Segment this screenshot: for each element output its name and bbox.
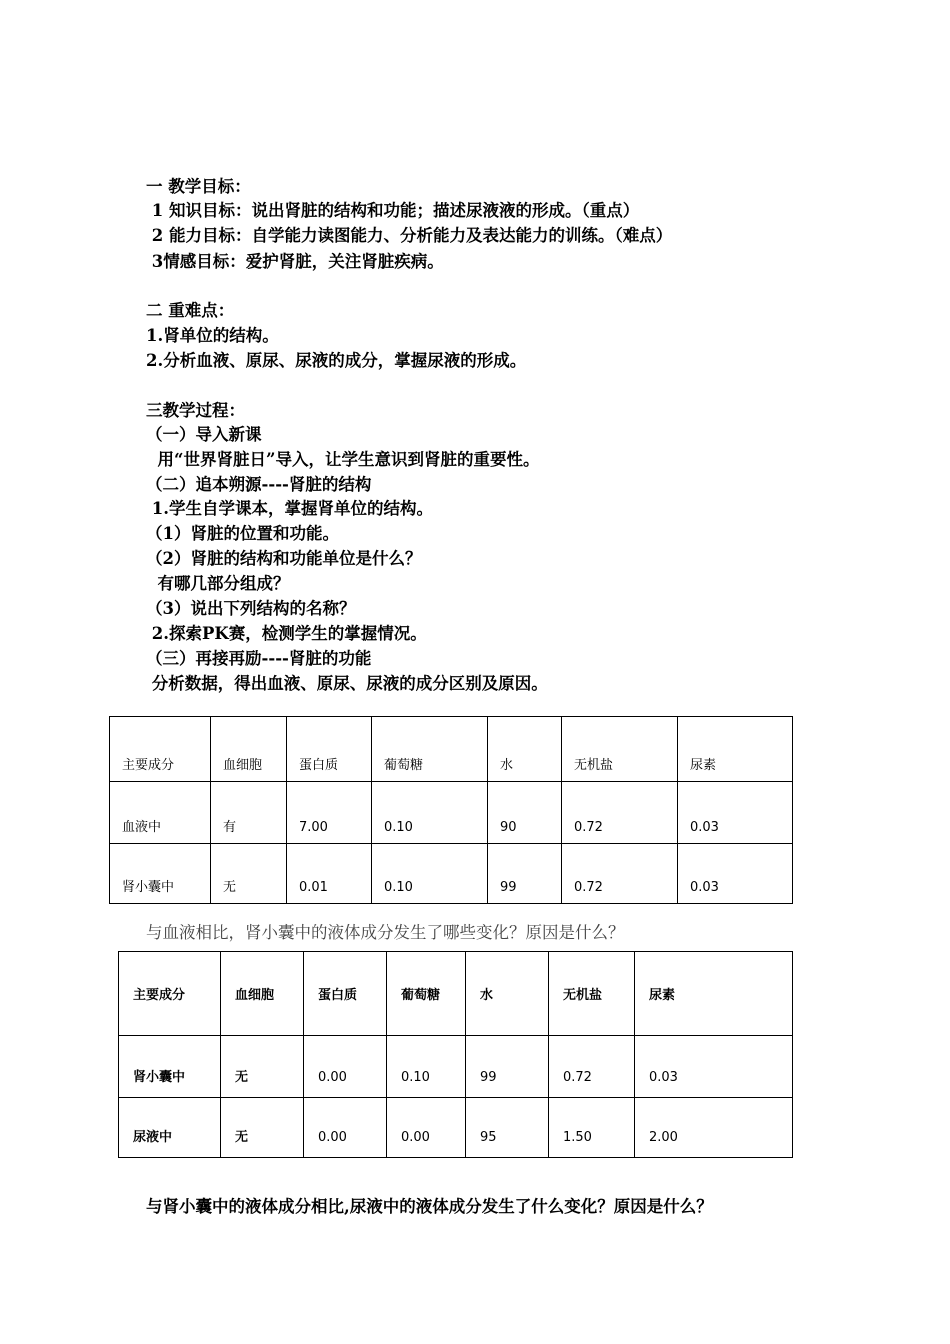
section-heading-keypoints: 二 重难点： bbox=[146, 301, 235, 320]
table-capsule-vs-urine bbox=[118, 951, 793, 1158]
table-header-cell: 血细胞 bbox=[221, 952, 304, 1036]
process-text: （2）肾脏的结构和功能单位是什么？ bbox=[146, 549, 422, 568]
process-step-structure: （二）追本朔源----肾脏的结构 bbox=[146, 475, 372, 494]
table-cell: 0.72 bbox=[562, 782, 678, 844]
objective-knowledge: 1 知识目标：说出肾脏的结构和功能；描述尿液液的形成。（重点） bbox=[146, 201, 640, 220]
table-cell: 99 bbox=[466, 1036, 549, 1098]
process-text: （1）肾脏的位置和功能。 bbox=[146, 524, 339, 543]
table-header-cell: 水 bbox=[466, 952, 549, 1036]
table-header-cell: 葡萄糖 bbox=[387, 952, 466, 1036]
table-cell: 0.10 bbox=[372, 782, 488, 844]
process-text: 1.学生自学课本，掌握肾单位的结构。 bbox=[146, 499, 433, 518]
table-cell: 0.00 bbox=[304, 1098, 387, 1158]
table-row-header: 肾小囊中 bbox=[110, 844, 211, 904]
table-header-cell: 葡萄糖 bbox=[372, 717, 488, 782]
table-header-cell: 蛋白质 bbox=[304, 952, 387, 1036]
table-cell: 无 bbox=[221, 1098, 304, 1158]
table-row bbox=[119, 1036, 793, 1098]
table-header-row bbox=[110, 717, 793, 782]
table-cell: 0.00 bbox=[304, 1036, 387, 1098]
table-header-cell: 主要成分 bbox=[119, 952, 221, 1036]
question-1: 与血液相比，肾小囊中的液体成分发生了哪些变化？原因是什么？ bbox=[146, 923, 625, 942]
table-cell: 99 bbox=[488, 844, 562, 904]
table-header-cell: 尿素 bbox=[635, 952, 793, 1036]
table-header-cell: 无机盐 bbox=[549, 952, 635, 1036]
table-header-cell: 水 bbox=[488, 717, 562, 782]
table-header-cell: 蛋白质 bbox=[287, 717, 372, 782]
table-cell: 0.03 bbox=[635, 1036, 793, 1098]
table-cell: 7.00 bbox=[287, 782, 372, 844]
table-header-row bbox=[119, 952, 793, 1036]
table-blood-vs-capsule bbox=[109, 716, 793, 904]
table-cell: 0.03 bbox=[678, 782, 793, 844]
objective-ability: 2 能力目标：自学能力读图能力、分析能力及表达能力的训练。（难点） bbox=[146, 226, 673, 245]
keypoint-2: 2.分析血液、原尿、尿液的成分，掌握尿液的形成。 bbox=[146, 351, 527, 370]
table-cell: 1.50 bbox=[549, 1098, 635, 1158]
table-cell: 0.03 bbox=[678, 844, 793, 904]
process-step-function: （三）再接再励----肾脏的功能 bbox=[146, 649, 372, 668]
table-row bbox=[110, 844, 793, 904]
table-cell: 95 bbox=[466, 1098, 549, 1158]
table-cell: 0.72 bbox=[562, 844, 678, 904]
table-cell: 90 bbox=[488, 782, 562, 844]
question-2: 与肾小囊中的液体成分相比,尿液中的液体成分发生了什么变化？原因是什么？ bbox=[146, 1197, 713, 1216]
section-heading-process: 三教学过程： bbox=[146, 401, 245, 420]
table-cell: 2.00 bbox=[635, 1098, 793, 1158]
table-row bbox=[110, 782, 793, 844]
table-row-header: 肾小囊中 bbox=[119, 1036, 221, 1098]
table-header-cell: 主要成分 bbox=[110, 717, 211, 782]
table-row-header: 血液中 bbox=[110, 782, 211, 844]
table-cell: 0.10 bbox=[387, 1036, 466, 1098]
table-cell: 无 bbox=[211, 844, 287, 904]
table-header-cell: 血细胞 bbox=[211, 717, 287, 782]
process-step-intro: （一）导入新课 bbox=[146, 425, 262, 444]
table-cell: 0.10 bbox=[372, 844, 488, 904]
table-cell: 0.00 bbox=[387, 1098, 466, 1158]
process-text: 2.探索PK赛，检测学生的掌握情况。 bbox=[146, 624, 427, 643]
process-text: 用“世界肾脏日”导入，让学生意识到肾脏的重要性。 bbox=[146, 450, 540, 469]
section-heading-objectives: 一 教学目标： bbox=[146, 177, 251, 196]
table-row bbox=[119, 1098, 793, 1158]
process-text: 分析数据，得出血液、原尿、尿液的成分区别及原因。 bbox=[146, 674, 548, 693]
table-cell: 0.01 bbox=[287, 844, 372, 904]
table-header-cell: 尿素 bbox=[678, 717, 793, 782]
process-text: 有哪几部分组成？ bbox=[146, 574, 290, 593]
table-row-header: 尿液中 bbox=[119, 1098, 221, 1158]
table-header-cell: 无机盐 bbox=[562, 717, 678, 782]
keypoint-1: 1.肾单位的结构。 bbox=[146, 326, 279, 345]
table-cell: 无 bbox=[221, 1036, 304, 1098]
table-cell: 0.72 bbox=[549, 1036, 635, 1098]
table-cell: 有 bbox=[211, 782, 287, 844]
objective-emotion: 3情感目标：爱护肾脏，关注肾脏疾病。 bbox=[146, 252, 444, 271]
process-text: （3）说出下列结构的名称？ bbox=[146, 599, 356, 618]
